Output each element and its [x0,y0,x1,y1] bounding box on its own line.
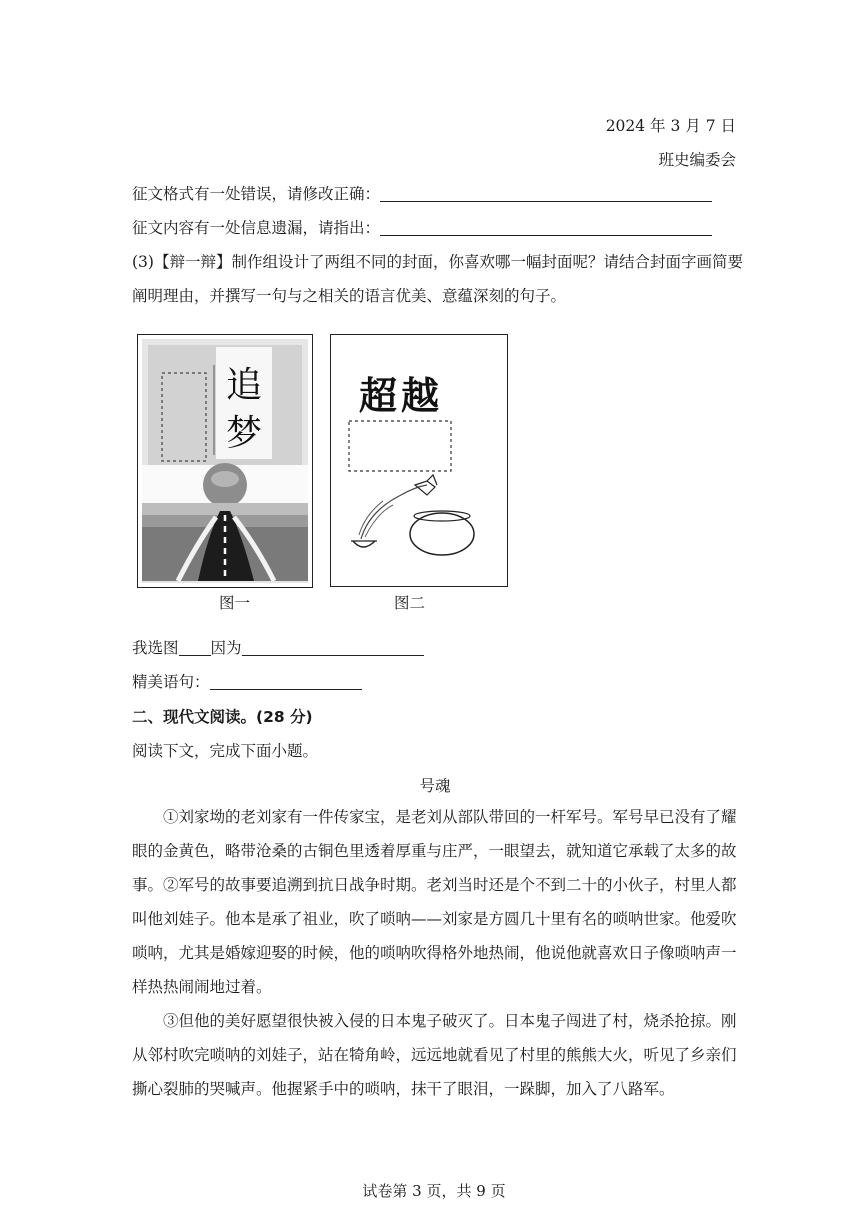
cover-one-caption: 图一 [219,594,251,612]
paragraph-1: ①刘家坳的老刘家有一件传家宝，是老刘从部队带回的一杆军号。军号早已没有了耀眼的金黄色，略带沧桑的古铜色里透着厚重与庄严，一眼望去，就知道它承载了太多的故事。 [132,808,737,894]
cover-one [137,334,313,588]
format-error-label: 征文格式有一处错误，请修改正确： [132,185,381,203]
choice-line [132,636,424,658]
format-error-question [132,182,712,204]
sentence-blank[interactable] [210,673,362,690]
cover-two-title: 超越 [358,373,444,418]
q3-line-1: (3)【辩一辩】制作组设计了两组不同的封面，你喜欢哪一幅封面呢？请结合封面字画简要 [132,253,743,271]
sentence-label: 精美语句： [132,673,210,691]
article-title: 号魂 [419,777,451,795]
cover-one-art [138,335,312,587]
choice-blank[interactable] [179,639,211,656]
cover-two-placeholder-box [349,421,451,471]
date-line: 2024 年 3 月 7 日 [605,117,736,135]
paragraph-3: ③但他的美好愿望很快被入侵的日本鬼子破灭了。日本鬼子闯进了村，烧杀抢掠。刚从邻村吹完唢呐的刘娃子，站在犄角岭，远远地就看见了村里的熊熊大火，听见了乡亲们撕心裂肺的哭喊声。他握紧手中的唢呐，抹干了眼泪，一跺脚，加入了八路军。 [132,1012,737,1098]
missing-info-blank[interactable] [380,219,712,236]
reading-instruction: 阅读下文，完成下面小题。 [132,742,319,760]
cover-two-caption: 图二 [394,594,426,612]
q3-line-2: 阐明理由，并撰写一句与之相关的语言优美、意蕴深刻的句子。 [132,287,567,305]
missing-info-label: 征文内容有一处信息遗漏，请指出： [132,219,381,237]
page-footer: 试卷第 3 页，共 9 页 [362,1182,506,1200]
choose-label: 我选图 [132,639,179,657]
cover-two [330,334,508,587]
paragraph-2: ②军号的故事要追溯到抗日战争时期。老刘当时还是个不到二十的小伙子，村里人都叫他刘娃子。他本是承了祖业，吹了唢呐——刘家是方圆几十里有名的唢呐世家。他爱吹唢呐，尤其是婚嫁迎娶的时候，他的唢呐吹得格外地热闹，他说他就喜欢日子像唢呐声一样热热闹闹地过着。 [132,876,737,996]
because-label: 因为 [210,639,242,657]
sentence-line [132,670,362,692]
signature-line: 班史编委会 [658,151,736,169]
format-error-blank[interactable] [380,185,712,202]
cover-two-art [331,335,507,586]
missing-info-question [132,216,712,238]
section-heading: 二、现代文阅读。(28 分) [132,708,313,726]
small-pot-icon [353,541,375,547]
cover-one-char-1: 追 [225,365,263,406]
cover-one-char-2: 梦 [225,413,263,454]
reason-blank[interactable] [242,639,424,656]
